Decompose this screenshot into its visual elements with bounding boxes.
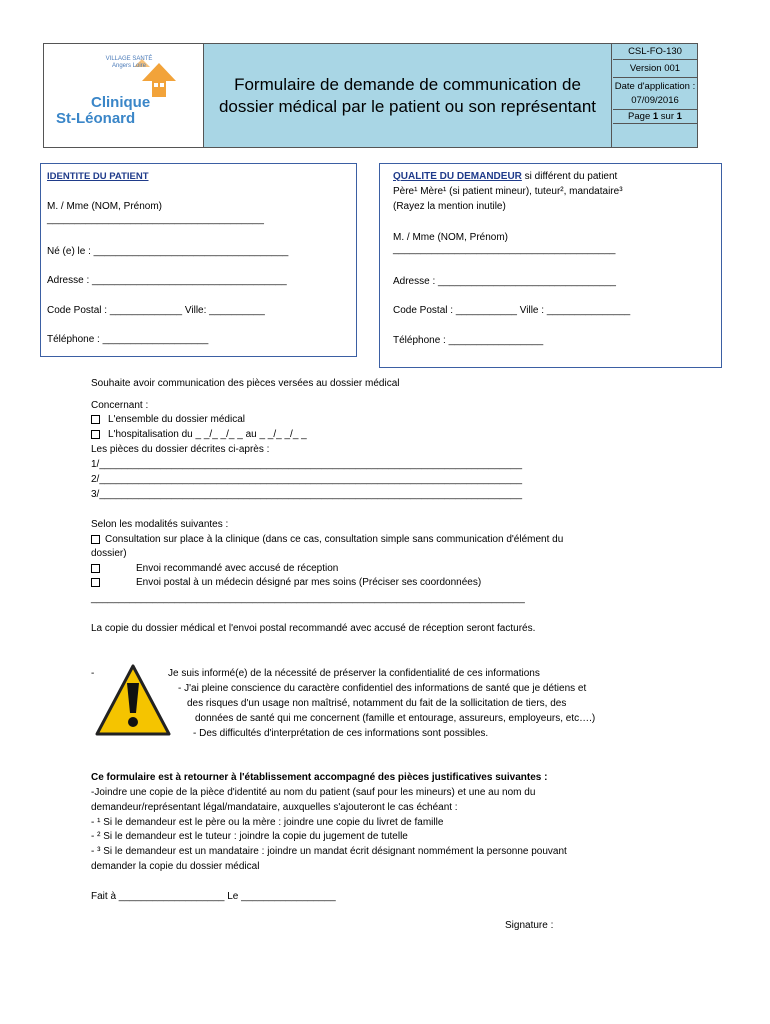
logo-line2: St-Léonard [56,110,136,127]
warning-line-2: - J'ai pleine conscience du caractère confidentiel des informations de santé que je détiens et [178,683,587,694]
concernant-label: Concernant : [91,400,149,411]
patient-address-field[interactable]: Adresse : ___________________________________ [47,275,287,286]
footer-line-3: - ¹ Si le demandeur est le père ou la mère : joindre une copie du livret de famille [91,817,444,828]
requester-name-line[interactable]: ________________________________________ [393,244,616,255]
request-intro: Souhaite avoir communication des pièces versées au dossier médical [91,378,400,389]
checkbox[interactable] [91,430,100,439]
modalite-recommande-label: Envoi recommandé avec accusé de réception [136,563,339,574]
page-total: 1 [676,111,682,122]
warning-icon [94,663,172,738]
modalite-consultation-cont: dossier) [91,548,127,559]
patient-name-line[interactable]: _______________________________________ [47,214,264,225]
footer-line-6: demander la copie du dossier médical [91,861,260,872]
warning-dash: - [91,668,95,679]
requester-rayez: (Rayez la mention inutile) [393,201,506,212]
footer-line-5: - ³ Si le demandeur est un mandataire : joindre un mandat écrit désignant nommément la personne pouvant [91,846,567,857]
doc-version: Version 001 [613,60,697,78]
doc-page [613,110,697,124]
checkbox[interactable] [91,578,100,587]
requester-heading-row [393,171,617,182]
option-hospitalisation[interactable] [91,429,307,440]
requester-phone-field[interactable]: Téléphone : _________________ [393,335,544,346]
warning-line-5: - Des difficultés d'interprétation de ces informations sont possibles. [193,728,489,739]
requester-heading-suffix: si différent du patient [521,171,618,182]
patient-box [40,163,357,357]
doc-ref: CSL-FO-130 [613,44,697,60]
doc-date-value: 07/09/2016 [631,95,679,106]
requester-address-field[interactable]: Adresse : ________________________________ [393,276,616,287]
patient-birth-field[interactable]: Né (e) le : ___________________________________ [47,246,289,257]
option-whole-record[interactable] [91,414,245,425]
modalite-recommande[interactable] [91,563,338,574]
signature-label: Signature : [505,920,554,931]
page-label: Page [628,111,653,122]
requester-box [379,163,722,368]
modalites-label: Selon les modalités suivantes : [91,519,229,530]
warning-line-4: données de santé qui me concernent (famille et entourage, assureurs, employeurs, etc….) [195,713,596,724]
option-hospitalisation-label: L'hospitalisation du _ _/_ _/_ _ au _ _/_ _/_ _ [108,429,307,440]
document-meta [613,44,697,147]
modalite-consultation-label: Consultation sur place à la clinique (dans ce cas, consultation simple sans communication d'élément du [105,534,564,545]
piece-line-2[interactable]: 2/____________________________________________________________________________ [91,474,523,485]
warning-line-3: des risques d'un usage non maîtrisé, notamment du fait de la sollicitation de tiers, des [187,698,567,709]
patient-name-label: M. / Mme (NOM, Prénom) [47,201,163,212]
doc-date-label: Date d'application : [614,81,696,92]
patient-heading: IDENTITE DU PATIENT [47,171,149,182]
checkbox[interactable] [91,535,100,544]
footer-line-4: - ² Si le demandeur est le tuteur : joindre la copie du jugement de tutelle [91,831,408,842]
piece-line-1[interactable]: 1/____________________________________________________________________________ [91,459,523,470]
document-title: Formulaire de demande de communication de dossier médical par le patient ou son représentant [204,44,612,147]
footer-line-2: demandeur/représentant légal/mandataire, auxquelles s'ajouteront le cas échéant : [91,802,458,813]
footer-line-1: -Joindre une copie de la pièce d'identité au nom du patient (sauf pour les mineurs) et une au nom du [91,787,536,798]
requester-heading: QUALITE DU DEMANDEUR [393,171,522,182]
option-whole-record-label: L'ensemble du dossier médical [108,414,245,425]
doc-date [613,78,697,110]
pieces-label: Les pièces du dossier décrites ci-après : [91,444,270,455]
requester-name-label: M. / Mme (NOM, Prénom) [393,232,509,243]
logo-line1: Clinique [91,94,151,111]
checkbox[interactable] [91,564,100,573]
patient-phone-field[interactable]: Téléphone : ___________________ [47,334,209,345]
page-number: 1 [652,111,659,122]
modalite-consultation[interactable] [91,534,563,545]
logo-cell [44,44,204,147]
piece-line-3[interactable]: 3/____________________________________________________________________________ [91,489,523,500]
warning-line-1: Je suis informé(e) de la nécessité de préserver la confidentialité de ces informations [168,668,540,679]
page-sur: sur [658,111,677,122]
fait-a-field[interactable]: Fait à ___________________ Le _________________ [91,891,336,902]
return-instructions: Ce formulaire est à retourner à l'établissement accompagné des pièces justificatives suivantes : [91,772,548,783]
patient-postal-field[interactable]: Code Postal : _____________ Ville: __________ [47,305,265,316]
modalite-postal[interactable] [91,577,481,588]
requester-postal-field[interactable]: Code Postal : ___________ Ville : _______________ [393,305,631,316]
checkbox[interactable] [91,415,100,424]
logo-small-text: VILLAGE SANTÉ Angers Loire [105,56,153,69]
factures-note: La copie du dossier médical et l'envoi postal recommandé avec accusé de réception seront facturés. [91,623,536,634]
requester-relation: Père¹ Mère¹ (si patient mineur), tuteur², mandataire³ [393,186,623,197]
document-header [43,43,698,148]
modalite-postal-label: Envoi postal à un médecin désigné par mes soins (Préciser ses coordonnées) [136,577,482,588]
modalite-line[interactable]: ______________________________________________________________________________ [91,593,525,604]
